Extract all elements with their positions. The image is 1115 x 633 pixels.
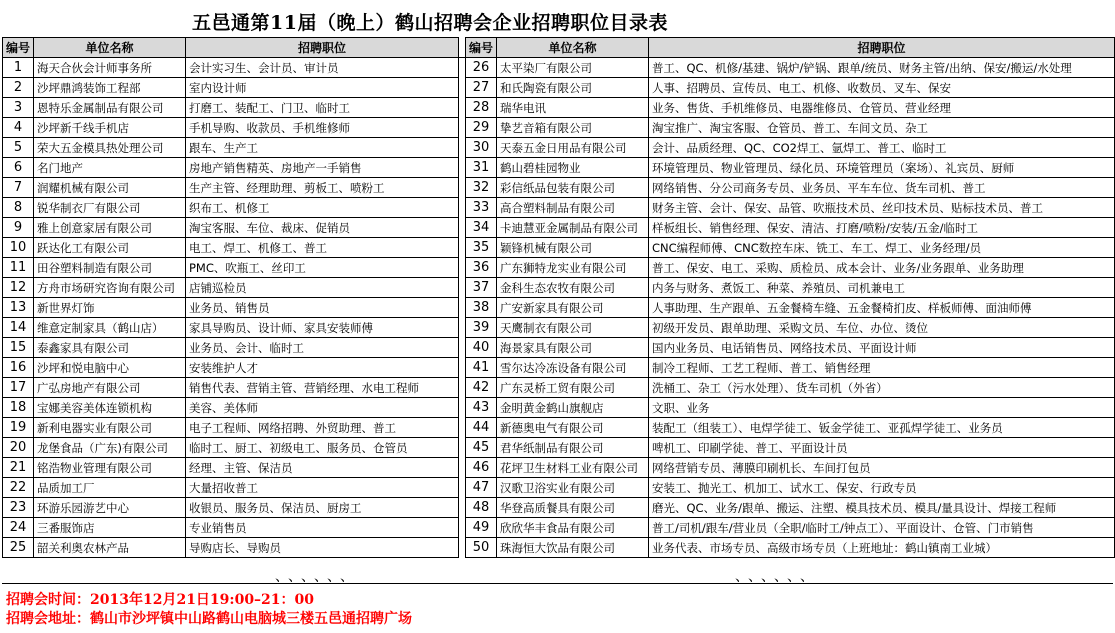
table-row	[3, 98, 1115, 118]
job-positions: 网络营销专员、薄膜印刷机长、车间打包员	[648, 458, 1114, 478]
company-name: 沙坪新千线手机店	[34, 118, 186, 138]
job-positions: 啤机工、印刷学徒、普工、平面设计员	[648, 438, 1114, 458]
table-row	[3, 138, 1115, 158]
job-positions: 生产主管、经理助理、剪板工、喷粉工	[186, 178, 459, 198]
column-gap	[458, 158, 465, 178]
company-name: 锐华制衣厂有限公司	[34, 198, 186, 218]
table-row	[3, 78, 1115, 98]
job-positions: 业务员、销售员	[186, 298, 459, 318]
company-name: 珠海恒大饮品有限公司	[497, 538, 649, 558]
row-number: 4	[3, 118, 34, 138]
table-row	[3, 278, 1115, 298]
row-number: 22	[3, 478, 34, 498]
row-number: 7	[3, 178, 34, 198]
job-positions: 家具导购员、设计师、家具安装师傅	[186, 318, 459, 338]
company-name: 汉歌卫浴实业有限公司	[497, 478, 649, 498]
table-row	[3, 358, 1115, 378]
job-positions: 人事助理、生产跟单、五金餐椅车缝、五金餐椅扪皮、样板师傅、面油师傅	[648, 298, 1114, 318]
job-positions: 业务、售货、手机维修员、电器维修员、仓管员、营业经理	[648, 98, 1114, 118]
header-row	[3, 38, 1115, 58]
company-name: 欣欣华丰食品有限公司	[497, 518, 649, 538]
table-row	[3, 538, 1115, 558]
row-number: 15	[3, 338, 34, 358]
ellipsis-left: 、、、、、、	[275, 569, 360, 585]
company-name: 海天合伙会计师事务所	[34, 58, 186, 78]
job-positions: 环境管理员、物业管理员、绿化员、环境管理员（案场）、礼宾员、厨师	[648, 158, 1114, 178]
row-number: 9	[3, 218, 34, 238]
row-number: 40	[465, 338, 496, 358]
column-gap	[458, 378, 465, 398]
company-name: 新利电器实业有限公司	[34, 418, 186, 438]
table-row	[3, 438, 1115, 458]
row-number: 25	[3, 538, 34, 558]
job-positions: 织布工、机修工	[186, 198, 459, 218]
company-name: 广安新家具有限公司	[497, 298, 649, 318]
company-name: 广东狮特龙实业有限公司	[497, 258, 649, 278]
row-number: 2	[3, 78, 34, 98]
job-positions: 初级开发员、跟单助理、采购文员、车位、办位、烫位	[648, 318, 1114, 338]
table-row	[3, 118, 1115, 138]
divider	[2, 583, 1113, 584]
table-row	[3, 378, 1115, 398]
header-positions-right: 招聘职位	[648, 38, 1114, 58]
table-row	[3, 58, 1115, 78]
job-positions: 业务代表、市场专员、高级市场专员（上班地址：鹤山镇南工业城）	[648, 538, 1114, 558]
column-gap	[458, 518, 465, 538]
row-number: 5	[3, 138, 34, 158]
row-number: 1	[3, 58, 34, 78]
row-number: 39	[465, 318, 496, 338]
row-number: 50	[465, 538, 496, 558]
table-row	[3, 178, 1115, 198]
job-positions: 普工/司机/跟车/营业员（全职/临时工/钟点工）、平面设计、仓管、门市销售	[648, 518, 1114, 538]
table-row	[3, 258, 1115, 278]
company-name: 方舟市场研究咨询有限公司	[34, 278, 186, 298]
company-name: 海景家具有限公司	[497, 338, 649, 358]
header-positions-left: 招聘职位	[186, 38, 459, 58]
row-number: 41	[465, 358, 496, 378]
row-number: 3	[3, 98, 34, 118]
company-name: 和氏陶瓷有限公司	[497, 78, 649, 98]
column-gap	[458, 318, 465, 338]
table-row	[3, 478, 1115, 498]
row-number: 31	[465, 158, 496, 178]
job-positions: 安装维护人才	[186, 358, 459, 378]
column-gap	[458, 98, 465, 118]
column-gap	[458, 138, 465, 158]
row-number: 30	[465, 138, 496, 158]
job-positions: 洗桶工、杂工（污水处理）、货车司机（外省）	[648, 378, 1114, 398]
column-gap	[458, 538, 465, 558]
company-name: 雅上创意家居有限公司	[34, 218, 186, 238]
job-positions: 经理、主管、保洁员	[186, 458, 459, 478]
job-positions: 手机导购、收款员、手机维修师	[186, 118, 459, 138]
table-row	[3, 318, 1115, 338]
job-positions: 会计实习生、会计员、审计员	[186, 58, 459, 78]
row-number: 20	[3, 438, 34, 458]
row-number: 8	[3, 198, 34, 218]
company-name: 名门地产	[34, 158, 186, 178]
column-gap	[458, 298, 465, 318]
column-gap	[458, 278, 465, 298]
row-number: 28	[465, 98, 496, 118]
company-name: 雪尔达冷冻设备有限公司	[497, 358, 649, 378]
table-row	[3, 298, 1115, 318]
column-gap	[458, 118, 465, 138]
table-row	[3, 198, 1115, 218]
table-row	[3, 238, 1115, 258]
job-positions: 样板组长、销售经理、保安、清洁、打磨/喷粉/安装/五金/临时工	[648, 218, 1114, 238]
table-row	[3, 218, 1115, 238]
job-positions: CNC编程师傅、CNC数控车床、铣工、车工、焊工、业务经理/员	[648, 238, 1114, 258]
company-name: 新世界灯饰	[34, 298, 186, 318]
row-number: 29	[465, 118, 496, 138]
row-number: 33	[465, 198, 496, 218]
row-number: 17	[3, 378, 34, 398]
ellipsis-right: 、、、、、、	[735, 569, 820, 585]
job-positions: 导购店长、导购员	[186, 538, 459, 558]
row-number: 45	[465, 438, 496, 458]
company-name: 挚艺音箱有限公司	[497, 118, 649, 138]
row-number: 13	[3, 298, 34, 318]
column-gap	[458, 498, 465, 518]
company-name: 彩信纸品包装有限公司	[497, 178, 649, 198]
company-name: 金明黄金鹤山旗舰店	[497, 398, 649, 418]
row-number: 10	[3, 238, 34, 258]
company-name: 鹤山碧桂园物业	[497, 158, 649, 178]
row-number: 37	[465, 278, 496, 298]
company-name: 瑞华电讯	[497, 98, 649, 118]
header-company-right: 单位名称	[497, 38, 649, 58]
table-row	[3, 338, 1115, 358]
job-positions: 文职、业务	[648, 398, 1114, 418]
column-gap	[458, 438, 465, 458]
row-number: 49	[465, 518, 496, 538]
row-number: 26	[465, 58, 496, 78]
job-positions: 安装工、抛光工、机加工、试水工、保安、行政专员	[648, 478, 1114, 498]
column-gap	[458, 398, 465, 418]
row-number: 19	[3, 418, 34, 438]
job-positions: 国内业务员、电话销售员、网络技术员、平面设计师	[648, 338, 1114, 358]
row-number: 38	[465, 298, 496, 318]
company-name: 太平染厂有限公司	[497, 58, 649, 78]
job-positions: 业务员、会计、临时工	[186, 338, 459, 358]
job-positions: 人事、招聘员、宣传员、电工、机修、收数员、叉车、保安	[648, 78, 1114, 98]
job-positions: 电工、焊工、机修工、普工	[186, 238, 459, 258]
company-name: 广东灵桥工贸有限公司	[497, 378, 649, 398]
column-gap	[458, 38, 465, 58]
header-company-left: 单位名称	[34, 38, 186, 58]
table-row	[3, 418, 1115, 438]
row-number: 23	[3, 498, 34, 518]
job-listing-table	[2, 37, 1115, 558]
job-positions: 电子工程师、网络招聘、外贸助理、普工	[186, 418, 459, 438]
column-gap	[458, 338, 465, 358]
job-positions: 房地产销售精英、房地产一手销售	[186, 158, 459, 178]
row-number: 21	[3, 458, 34, 478]
company-name: 广弘房地产有限公司	[34, 378, 186, 398]
job-positions: 内务与财务、煮饭工、种菜、养殖员、司机兼电工	[648, 278, 1114, 298]
company-name: 卡迪慧亚金属制品有限公司	[497, 218, 649, 238]
table-row	[3, 518, 1115, 538]
column-gap	[458, 258, 465, 278]
company-name: 维意定制家具（鹤山店）	[34, 318, 186, 338]
column-gap	[458, 58, 465, 78]
job-positions: 收银员、服务员、保洁员、厨房工	[186, 498, 459, 518]
table-row	[3, 458, 1115, 478]
company-name: 天鹰制衣有限公司	[497, 318, 649, 338]
company-name: 润耀机械有限公司	[34, 178, 186, 198]
row-number: 34	[465, 218, 496, 238]
job-positions: 美容、美体师	[186, 398, 459, 418]
row-number: 48	[465, 498, 496, 518]
company-name: 宝娜美容美体连锁机构	[34, 398, 186, 418]
column-gap	[458, 358, 465, 378]
column-gap	[458, 218, 465, 238]
row-number: 16	[3, 358, 34, 378]
column-gap	[458, 178, 465, 198]
row-number: 12	[3, 278, 34, 298]
company-name: 沙坪和悦电脑中心	[34, 358, 186, 378]
company-name: 品质加工厂	[34, 478, 186, 498]
company-name: 韶关利奥农林产品	[34, 538, 186, 558]
job-positions: 室内设计师	[186, 78, 459, 98]
company-name: 田谷塑料制造有限公司	[34, 258, 186, 278]
page-title: 五邑通第11届（晚上）鹤山招聘会企业招聘职位目录表	[192, 12, 668, 34]
company-name: 华登高质餐具有限公司	[497, 498, 649, 518]
fair-time: 招聘会时间：2013年12月21日19:00–21：00	[6, 592, 315, 608]
company-name: 铭浩物业管理有限公司	[34, 458, 186, 478]
job-positions: 打磨工、装配工、门卫、临时工	[186, 98, 459, 118]
job-positions: 普工、QC、机修/基建、锅炉/铲锅、跟单/统员、财务主管/出纳、保安/搬运/水处理	[648, 58, 1114, 78]
row-number: 24	[3, 518, 34, 538]
job-positions: 网络销售、分公司商务专员、业务员、平车车位、货车司机、普工	[648, 178, 1114, 198]
row-number: 11	[3, 258, 34, 278]
company-name: 三番服饰店	[34, 518, 186, 538]
row-number: 27	[465, 78, 496, 98]
company-name: 泰鑫家具有限公司	[34, 338, 186, 358]
job-positions: 磨光、QC、业务/跟单、搬运、注塑、模具技术员、模具/量具设计、焊接工程师	[648, 498, 1114, 518]
table-row	[3, 498, 1115, 518]
company-name: 跃达化工有限公司	[34, 238, 186, 258]
row-number: 14	[3, 318, 34, 338]
column-gap	[458, 198, 465, 218]
table-body	[3, 58, 1115, 558]
column-gap	[458, 458, 465, 478]
company-name: 颖锋机械有限公司	[497, 238, 649, 258]
header-num-left: 编号	[3, 38, 34, 58]
job-positions: 普工、保安、电工、采购、质检员、成本会计、业务/业务跟单、业务助理	[648, 258, 1114, 278]
row-number: 46	[465, 458, 496, 478]
job-positions: 销售代表、营销主管、营销经理、水电工程师	[186, 378, 459, 398]
company-name: 龙堡食品（广东)有限公司	[34, 438, 186, 458]
company-name: 天泰五金日用品有限公司	[497, 138, 649, 158]
column-gap	[458, 238, 465, 258]
table-row	[3, 158, 1115, 178]
row-number: 44	[465, 418, 496, 438]
row-number: 35	[465, 238, 496, 258]
company-name: 恩特乐金属制品有限公司	[34, 98, 186, 118]
job-positions: 淘宝推广、淘宝客服、仓管员、普工、车间文员、杂工	[648, 118, 1114, 138]
company-name: 君华纸制品有限公司	[497, 438, 649, 458]
row-number: 43	[465, 398, 496, 418]
company-name: 荣大五金模具热处理公司	[34, 138, 186, 158]
row-number: 42	[465, 378, 496, 398]
company-name: 花坪卫生材料工业有限公司	[497, 458, 649, 478]
row-number: 18	[3, 398, 34, 418]
company-name: 金科生态农牧有限公司	[497, 278, 649, 298]
row-number: 36	[465, 258, 496, 278]
job-positions: 制冷工程师、工艺工程师、普工、销售经理	[648, 358, 1114, 378]
job-positions: 店铺巡检员	[186, 278, 459, 298]
column-gap	[458, 418, 465, 438]
job-positions: 财务主管、会计、保安、品管、吹瓶技术员、丝印技术员、贴标技术员、普工	[648, 198, 1114, 218]
header-num-right: 编号	[465, 38, 496, 58]
job-positions: PMC、吹瓶工、丝印工	[186, 258, 459, 278]
job-positions: 跟车、生产工	[186, 138, 459, 158]
company-name: 高合塑料制品有限公司	[497, 198, 649, 218]
job-positions: 大量招收普工	[186, 478, 459, 498]
company-name: 沙坪鼎鸿装饰工程部	[34, 78, 186, 98]
column-gap	[458, 478, 465, 498]
job-positions: 会计、品质经理、QC、CO2焊工、氩焊工、普工、临时工	[648, 138, 1114, 158]
table-row	[3, 398, 1115, 418]
job-positions: 专业销售员	[186, 518, 459, 538]
job-positions: 装配工（组装工）、电焊学徒工、钣金学徒工、亚孤焊学徒工、业务员	[648, 418, 1114, 438]
fair-address: 招聘会地址：鹤山市沙坪镇中山路鹤山电脑城三楼五邑通招聘广场	[6, 611, 412, 627]
row-number: 47	[465, 478, 496, 498]
column-gap	[458, 78, 465, 98]
row-number: 6	[3, 158, 34, 178]
row-number: 32	[465, 178, 496, 198]
job-positions: 淘宝客服、车位、裁床、促销员	[186, 218, 459, 238]
company-name: 环游乐园游艺中心	[34, 498, 186, 518]
job-positions: 临时工、厨工、初级电工、服务员、仓管员	[186, 438, 459, 458]
company-name: 新德奥电气有限公司	[497, 418, 649, 438]
